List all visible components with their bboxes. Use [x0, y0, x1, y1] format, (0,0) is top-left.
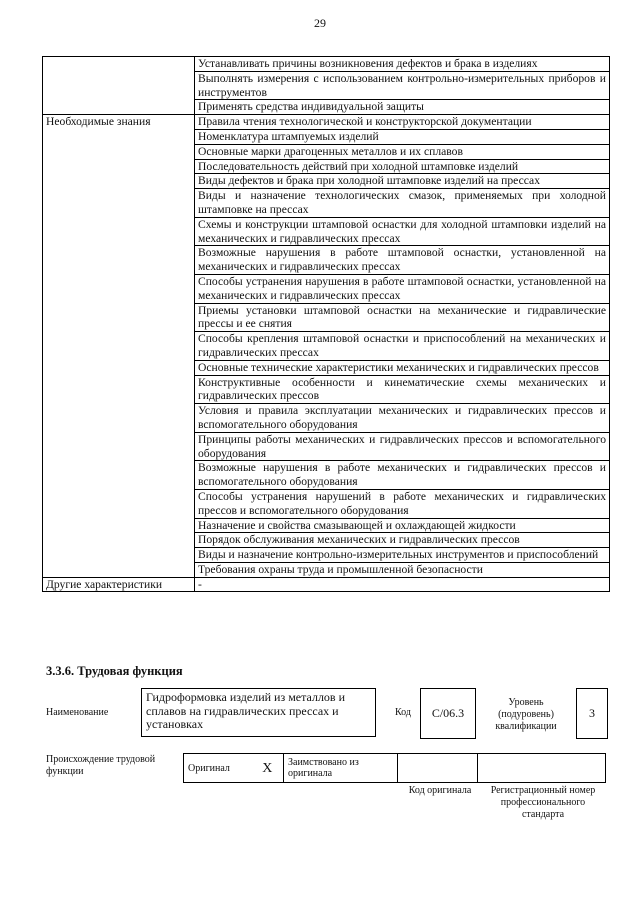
knowledge-item: Требования охраны труда и промышленной безопасности — [195, 562, 610, 577]
skill-item: Выполнять измерения с использованием контрольно-измерительных приборов и инструментов — [195, 71, 610, 100]
knowledge-item: Способы устранения нарушений в работе механических и гидравлических прессов и вспомогательного оборудования — [195, 489, 610, 518]
original-label: Оригинал — [184, 754, 252, 783]
knowledge-item: Последовательность действий при холодной штамповке изделий — [195, 159, 610, 174]
knowledge-item: Возможные нарушения в работе штамповой оснастки, установленной на механических и гидравлических прессах — [195, 246, 610, 275]
knowledge-item: Условия и правила эксплуатации механических и гидравлических прессов и вспомогательного оборудования — [195, 404, 610, 433]
code-original-caption: Код оригинала — [408, 785, 472, 796]
skill-item: Устанавливать причины возникновения дефектов и брака в изделиях — [195, 57, 610, 72]
code-label: Код — [395, 707, 411, 718]
knowledge-item: Возможные нарушения в работе механических и гидравлических прессов и вспомогательного оборудования — [195, 461, 610, 490]
section-title: 3.3.6. Трудовая функция — [46, 664, 183, 678]
origin-table — [183, 753, 606, 783]
empty-label-cell — [43, 57, 195, 115]
level-value-box: 3 — [576, 688, 608, 739]
knowledge-item: Приемы установки штамповой оснастки на механические и гидравлические прессы и ее снятия — [195, 303, 610, 332]
table-row — [43, 57, 610, 72]
knowledge-item: Номенклатура штампуемых изделий — [195, 129, 610, 144]
table-row — [43, 577, 610, 592]
origin-label: Происхождение трудовой функции — [46, 754, 156, 777]
function-title-box: Гидроформовка изделий из металлов и сплавов на гидравлических прессах и установках — [141, 688, 376, 737]
name-label: Наименование — [46, 707, 109, 718]
skill-item: Применять средства индивидуальной защиты — [195, 100, 610, 115]
knowledge-item: Назначение и свойства смазывающей и охлаждающей жидкости — [195, 518, 610, 533]
original-mark: X — [252, 754, 284, 783]
knowledge-item: Виды и назначение технологических смазок, применяемых при холодной штамповке на прессах — [195, 189, 610, 218]
knowledge-item: Конструктивные особенности и кинематические схемы механических и гидравлических прессов — [195, 375, 610, 404]
knowledge-item: Принципы работы механических и гидравлических прессов и вспомогательного оборудования — [195, 432, 610, 461]
knowledge-label: Необходимые знания — [43, 115, 195, 578]
page-number: 29 — [314, 16, 326, 30]
level-label: Уровень (подуровень) квалификации — [495, 697, 557, 732]
reg-number-cell — [478, 754, 606, 783]
knowledge-item: Порядок обслуживания механических и гидравлических прессов — [195, 533, 610, 548]
code-original-cell — [398, 754, 478, 783]
knowledge-item: Основные марки драгоценных металлов и их сплавов — [195, 144, 610, 159]
knowledge-item: Правила чтения технологической и конструкторской документации — [195, 115, 610, 130]
knowledge-item: Способы устранения нарушения в работе штамповой оснастки, установленной на механических и гидравлических прессах — [195, 274, 610, 303]
knowledge-item: Способы крепления штамповой оснастки и приспособлений на механических и гидравлических прессах — [195, 332, 610, 361]
table-row — [43, 115, 610, 130]
competency-table — [42, 56, 610, 592]
other-characteristics-value: - — [195, 577, 610, 592]
knowledge-item: Виды дефектов и брака при холодной штамповке изделий на прессах — [195, 174, 610, 189]
other-characteristics-label: Другие характеристики — [43, 577, 195, 592]
code-value-box: C/06.3 — [420, 688, 476, 739]
knowledge-item: Виды и назначение контрольно-измерительных инструментов и приспособлений — [195, 548, 610, 563]
knowledge-item: Схемы и конструкции штамповой оснастки для холодной штамповки изделий на механических и гидравлических прессах — [195, 217, 610, 246]
reg-number-caption: Регистрационный номер профессионального стандарта — [490, 785, 596, 820]
competency-table-body — [43, 57, 610, 592]
borrowed-label: Заимствовано из оригинала — [284, 754, 398, 783]
knowledge-item: Основные технические характеристики механических и гидравлических прессов — [195, 360, 610, 375]
